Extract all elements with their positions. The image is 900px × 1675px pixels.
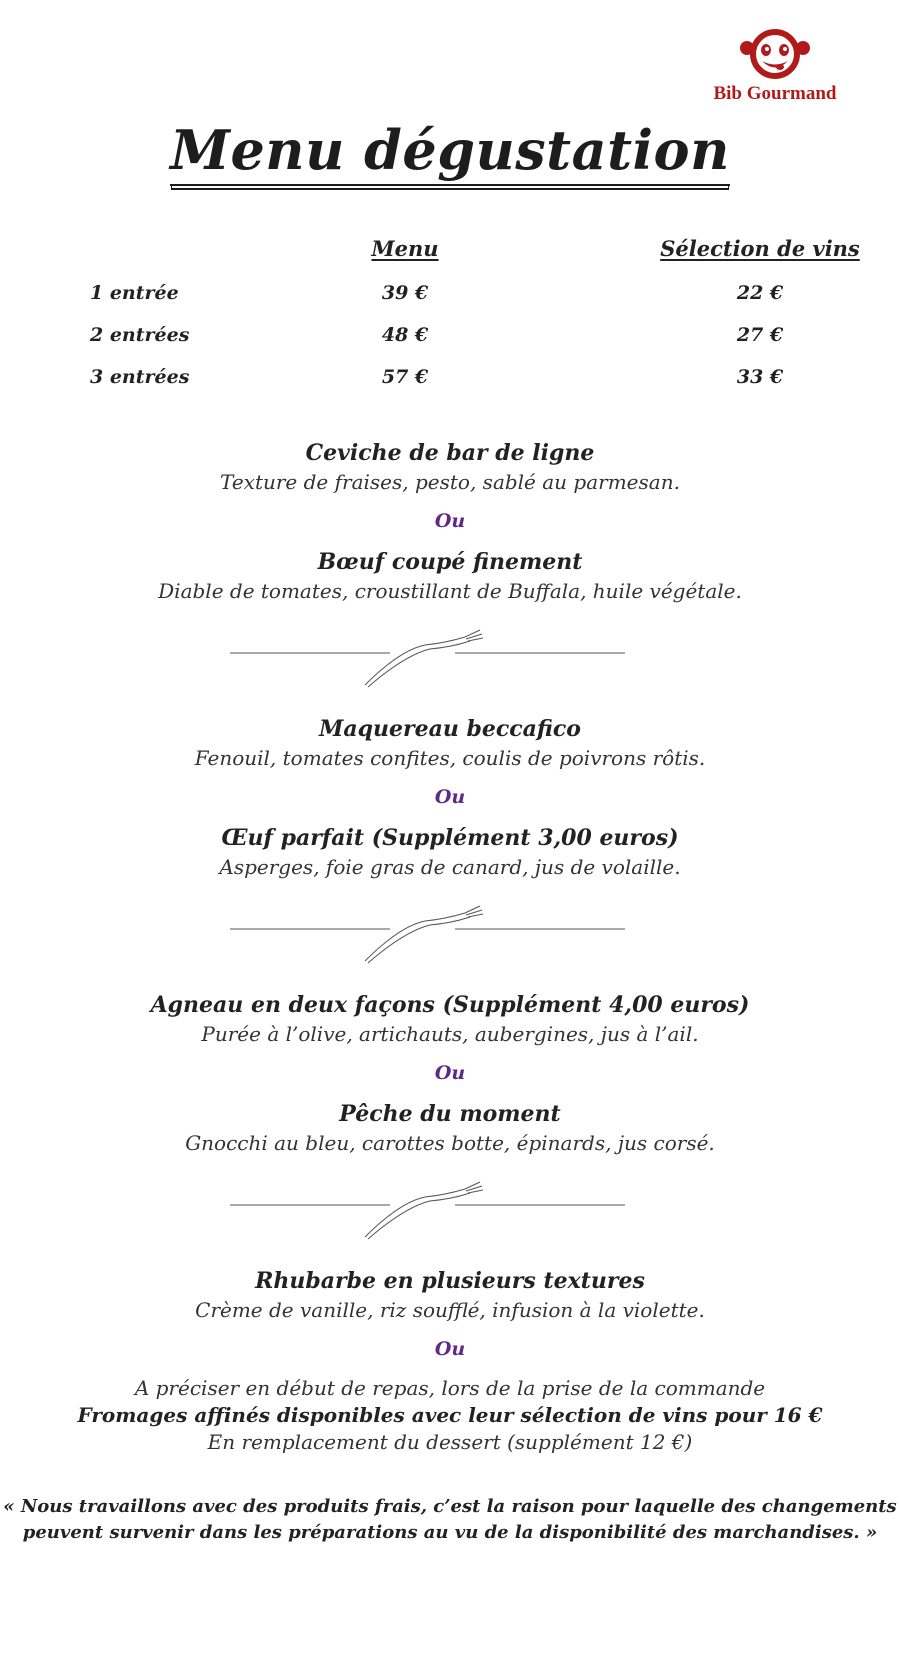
dish-description: Gnocchi au bleu, carottes botte, épinards, jus corsé. xyxy=(185,1131,715,1155)
fork-icon xyxy=(230,1177,670,1247)
fork-icon xyxy=(230,625,670,695)
dish-name: Bœuf coupé finement xyxy=(317,549,583,575)
wine-price: 33 € xyxy=(736,366,784,388)
page-title: Menu dégustation xyxy=(0,118,900,186)
footer-notice xyxy=(0,1494,900,1546)
menu-price: 57 € xyxy=(381,366,429,388)
bibendum-icon xyxy=(680,28,870,84)
dish-name: Agneau en deux façons (Supplément 4,00 euros) xyxy=(150,992,750,1018)
bib-gourmand-logo xyxy=(680,28,870,108)
menu-column-header: Menu xyxy=(371,236,439,261)
or-label: Ou xyxy=(434,786,466,808)
row-label: 1 entrée xyxy=(90,282,179,304)
footer-line: peuvent survenir dans les préparations au vu de la disponibilité des marchandises. » xyxy=(22,1522,878,1543)
dish-description: Diable de tomates, croustillant de Buffala, huile végétale. xyxy=(158,579,742,603)
menu-price: 48 € xyxy=(381,324,429,346)
row-label: 3 entrées xyxy=(90,366,190,388)
wine-price: 27 € xyxy=(736,324,784,346)
dish-name: Rhubarbe en plusieurs textures xyxy=(255,1268,645,1294)
dish-description: Purée à l’olive, artichauts, aubergines, jus à l’ail. xyxy=(201,1022,699,1046)
or-label: Ou xyxy=(434,1062,466,1084)
or-label: Ou xyxy=(434,510,466,532)
dish-name: Maquereau beccafico xyxy=(319,716,581,742)
fork-icon xyxy=(230,901,670,971)
menu-price: 39 € xyxy=(381,282,429,304)
cheese-replacement: En remplacement du dessert (supplément 12 €) xyxy=(207,1430,693,1454)
footer-line: « Nous travaillons avec des produits frais, c’est la raison pour laquelle des changements xyxy=(3,1496,897,1517)
row-label: 2 entrées xyxy=(90,324,190,346)
wine-price: 22 € xyxy=(736,282,784,304)
or-label: Ou xyxy=(434,1338,466,1360)
dish-name: Œuf parfait (Supplément 3,00 euros) xyxy=(221,825,679,851)
dish-description: Crème de vanille, riz soufflé, infusion à la violette. xyxy=(195,1298,705,1322)
cheese-offer: Fromages affinés disponibles avec leur sélection de vins pour 16 € xyxy=(77,1403,823,1427)
dish-description: Asperges, foie gras de canard, jus de volaille. xyxy=(219,855,681,879)
dish-name: Ceviche de bar de ligne xyxy=(305,440,595,466)
dish-description: Texture de fraises, pesto, sablé au parmesan. xyxy=(220,470,680,494)
brand-name: Bib Gourmand xyxy=(713,83,837,104)
dish-description: Fenouil, tomates confites, coulis de poivrons rôtis. xyxy=(194,746,706,770)
wine-column-header: Sélection de vins xyxy=(660,236,860,261)
dish-name: Pêche du moment xyxy=(339,1101,561,1127)
cheese-note: A préciser en début de repas, lors de la prise de la commande xyxy=(134,1376,766,1400)
